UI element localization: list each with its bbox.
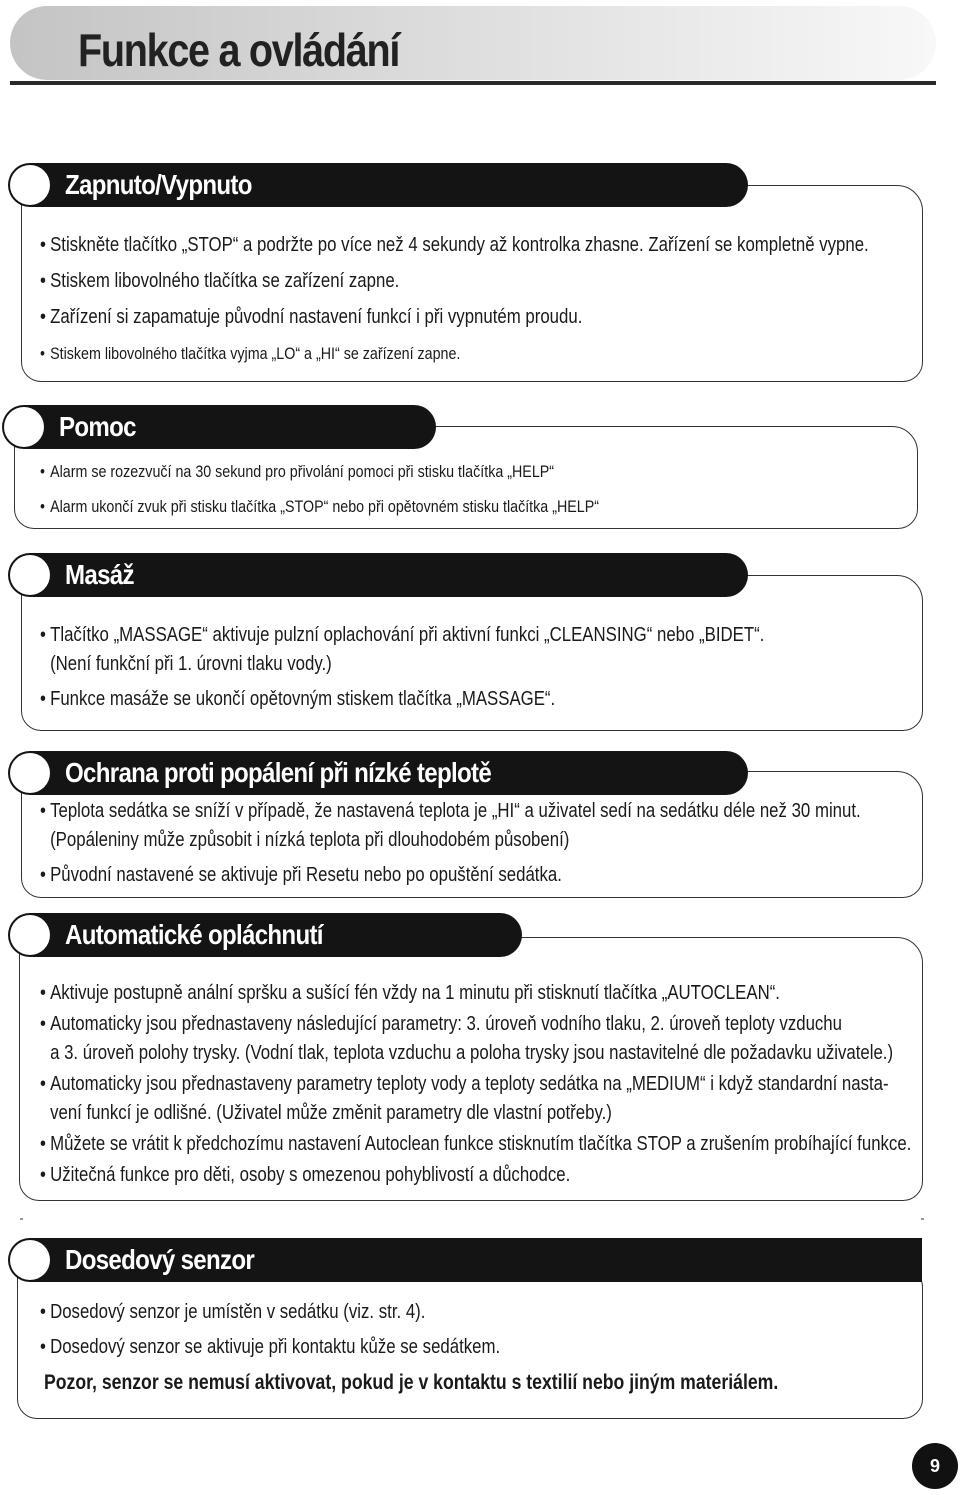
bullet-icon: •: [40, 1073, 46, 1095]
bullet-icon: •: [40, 306, 46, 328]
list-item: • Užitečná funkce pro děti, osoby s omezenou pohyblivostí a důchodce.: [40, 1161, 911, 1190]
section-header-ochrana: [8, 751, 748, 795]
bullet-icon: •: [40, 270, 46, 292]
section-heading: Masáž: [65, 559, 134, 590]
header-rule: [10, 81, 936, 85]
circle-marker-icon: [10, 753, 50, 793]
page-number-badge: 9: [912, 1443, 958, 1489]
section-list-zapnuto: [40, 231, 960, 368]
list-item: • Stiskem libovolného tlačítka vyjma „LO“ a „HI“ se zařízení zapne.: [40, 339, 869, 368]
section-list-masaz: [40, 621, 902, 714]
bullet-icon: •: [40, 688, 46, 710]
bullet-icon: •: [40, 624, 46, 646]
list-item: • Aktivuje postupně anální spršku a sušící fén vždy na 1 minutu při stisknutí tlačítka „AUTOCLEAN“.: [40, 979, 911, 1008]
section-list-pomoc: [40, 460, 705, 518]
list-item: • Teplota sedátka se sníží v případě, že nastavená teplota je „HI“ a uživatel sedí na sedátku déle než 30 minut. (Popáleniny může způsobit i nízká teplota při dlouhodobém působení): [40, 797, 861, 855]
bullet-icon: •: [40, 234, 46, 256]
section-header-masaz: [8, 553, 748, 597]
list-item: • Stiskem libovolného tlačítka se zařízení zapne.: [40, 267, 869, 296]
bullet-icon: •: [40, 864, 46, 886]
section-heading: Pomoc: [59, 411, 136, 442]
bullet-icon: •: [40, 1301, 46, 1323]
section-heading: Automatické opláchnutí: [65, 919, 323, 950]
section-list-autoclean: [40, 979, 960, 1190]
section-list-senzor: [40, 1298, 588, 1362]
circle-marker-icon: [10, 555, 50, 595]
section-header-senzor: [8, 1238, 922, 1282]
list-item: • Můžete se vrátit k předchozímu nastavení Autoclean funkce stisknutím tlačítka STOP a zrušením probíhající funkce.: [40, 1130, 911, 1159]
circle-marker-icon: [4, 407, 44, 447]
section-heading: Ochrana proti popálení při nízké teplotě: [65, 757, 492, 788]
list-item: • Automaticky jsou přednastaveny parametry teploty vody a teploty sedátka na „MEDIUM“ i když standardní nasta- vení funkcí je odlišné. (Uživatel může změnit parametry dle vlastní potřeby.): [40, 1070, 911, 1128]
circle-marker-icon: [10, 165, 50, 205]
bullet-icon: •: [40, 462, 46, 481]
section-list-ochrana: [40, 797, 960, 890]
page-header-band: [10, 6, 936, 80]
bullet-icon: •: [40, 1336, 46, 1358]
section-heading: Zapnuto/Vypnuto: [65, 169, 252, 200]
circle-marker-icon: [10, 1240, 50, 1280]
bullet-icon: •: [40, 344, 46, 363]
list-item: • Dosedový senzor se aktivuje při kontaktu kůže se sedátkem.: [40, 1333, 500, 1362]
page-title: Funkce a ovládání: [78, 24, 400, 76]
section-header-autoclean: [8, 913, 522, 957]
list-item: • Zařízení si zapamatuje původní nastavení funkcí i při vypnutém proudu.: [40, 303, 869, 332]
list-item: • Alarm se rozezvučí na 30 sekund pro přivolání pomoci při stisku tlačítka „HELP“: [40, 462, 555, 481]
bullet-icon: •: [40, 800, 46, 822]
section-heading: Dosedový senzor: [65, 1244, 255, 1275]
section-header-zapnuto: [8, 163, 748, 207]
warning-note: Pozor, senzor se nemusí aktivovat, pokud je v kontaktu s textilií nebo jiným materiálem.: [44, 1371, 779, 1394]
bullet-icon: •: [40, 497, 46, 516]
list-item: • Alarm ukončí zvuk při stisku tlačítka „STOP“ nebo při opětovném stisku tlačítka „HELP“: [40, 497, 600, 516]
crop-mark: [20, 1218, 23, 1220]
list-item: • Tlačítko „MASSAGE“ aktivuje pulzní oplachování při aktivní funkci „CLEANSING“ nebo „BIDET“. (Není funkční při 1. úrovni tlaku vody.): [40, 621, 764, 679]
list-item: • Dosedový senzor je umístěn v sedátku (viz. str. 4).: [40, 1298, 500, 1327]
list-item: • Stiskněte tlačítko „STOP“ a podržte po více než 4 sekundy až kontrolka zhasne. Zařízení se kompletně vypne.: [40, 231, 869, 260]
list-item: • Funkce masáže se ukončí opětovným stiskem tlačítka „MASSAGE“.: [40, 685, 764, 714]
circle-marker-icon: [10, 915, 50, 955]
list-item: • Automaticky jsou přednastaveny následující parametry: 3. úroveň vodního tlaku, 2. úroveň teploty vzduchu a 3. úroveň polohy trysky. (Vodní tlak, teplota vzduchu a poloha trysky jsou nastavitelné dle požadavku uživatele.): [40, 1010, 911, 1068]
bullet-icon: •: [40, 982, 46, 1004]
list-item: • Původní nastavené se aktivuje při Resetu nebo po opuštění sedátka.: [40, 861, 861, 890]
section-header-pomoc: [2, 405, 436, 449]
bullet-icon: •: [40, 1133, 46, 1155]
bullet-icon: •: [40, 1013, 46, 1035]
crop-mark: [921, 1218, 924, 1220]
bullet-icon: •: [40, 1164, 46, 1186]
